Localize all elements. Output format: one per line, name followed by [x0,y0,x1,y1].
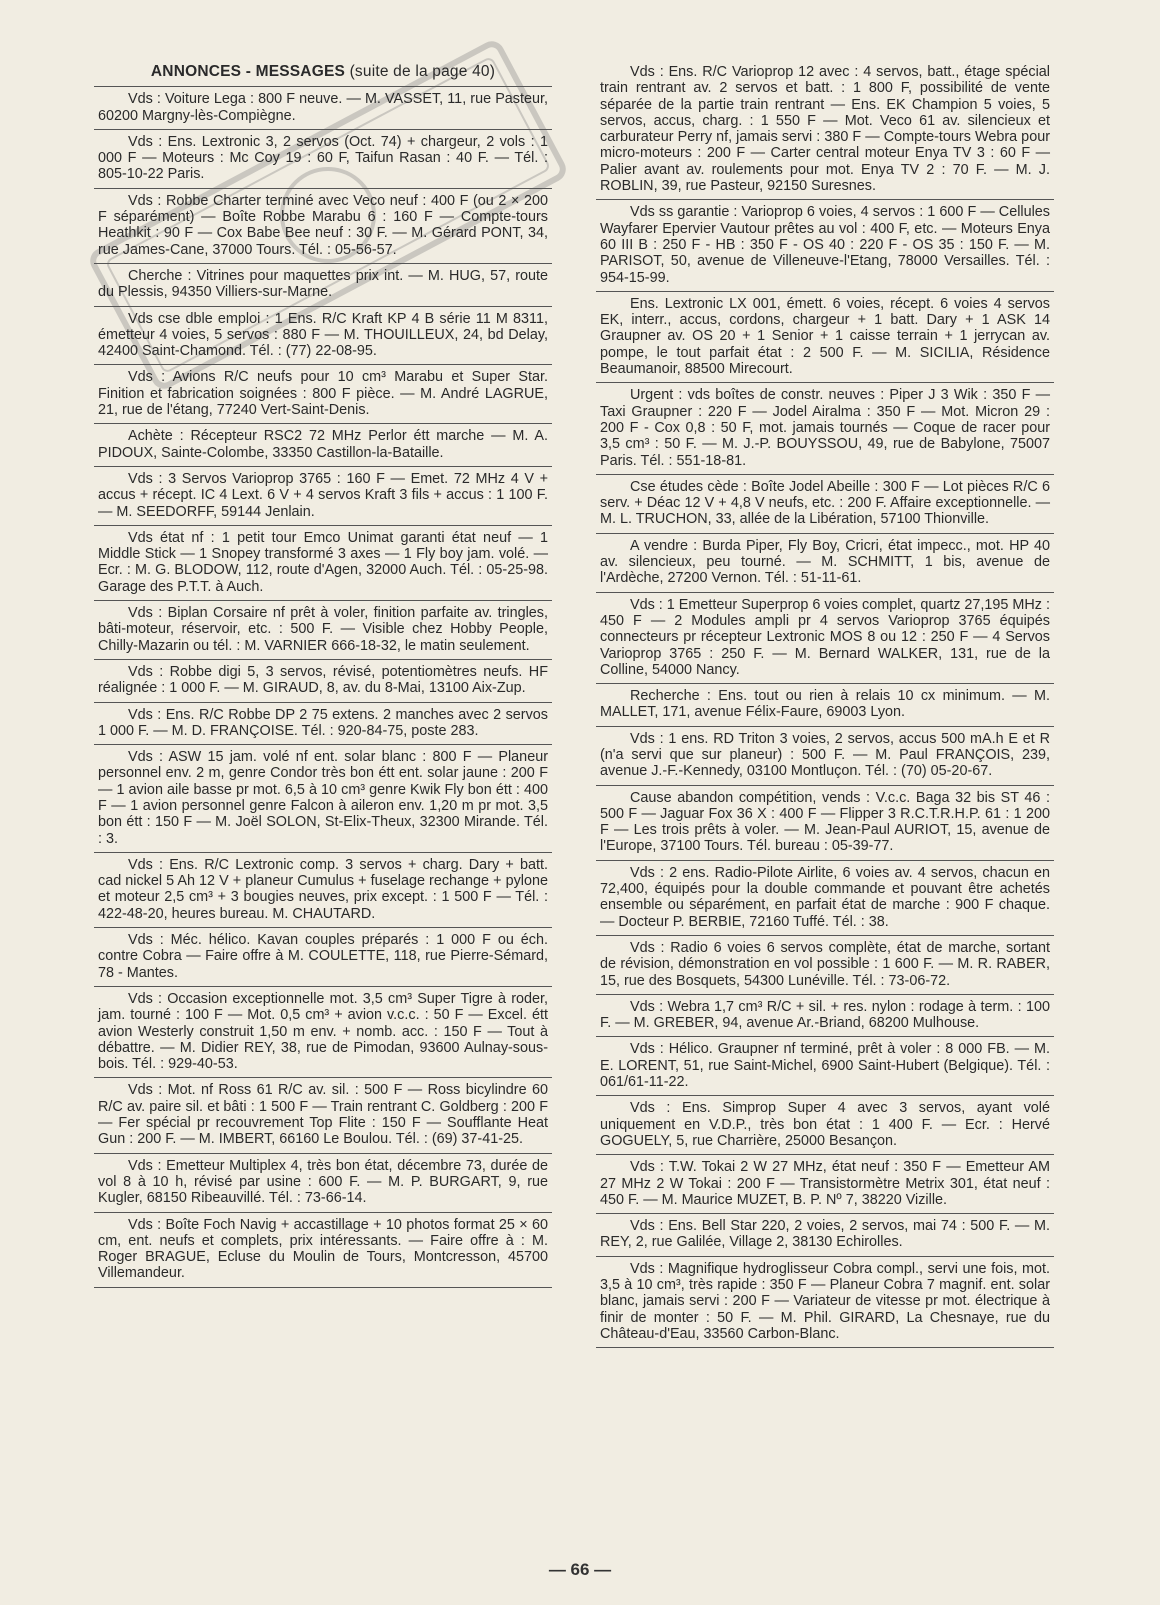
classified-ad: Recherche : Ens. tout ou rien à relais 10 cx minimum. — M. MALLET, 171, avenue Félix-Faure, 69003 Lyon. [596,684,1054,727]
classified-ad: Vds : Ens. R/C Lextronic comp. 3 servos + charg. Dary + batt. cad nickel 5 Ah 12 V + planeur Cumulus + fuselage rechange + pylone et moteur 2,5 cm³ + 3 bougies neuves, prix except. : 1 500 F — Tél. : 422-48-20, heures bureau. M. CHAUTARD. [94,853,552,928]
left-column [94,60,552,1288]
section-title: ANNONCES - MESSAGES [150,63,346,80]
classified-ad: Vds : Ens. R/C Varioprop 12 avec : 4 servos, batt., étage spécial train rentrant av. 2 servos et batt. : 1 800 F, possibilité de vente séparée de la partie train rentrant — Ens. EK Champion 5 voies, 5 servos, accus, charg. : 1 550 F — Mot. Veco 61 av. silencieux et carburateur Perry nf, jamais servi : 380 F — Compte-tours Webra pour micro-moteurs : 200 F — Carter central moteur Enya TV 3 : 60 F — Palier avant av. roulements pour mot. Enya TV 2 : 70 F. — M. J. ROBLIN, 39, rue Pasteur, 92150 Suresnes. [596,60,1054,200]
classified-ad: Vds : Ens. R/C Robbe DP 2 75 extens. 2 manches avec 2 servos 1 000 F. — M. D. FRANÇOISE. Tél. : 920-84-75, poste 283. [94,703,552,746]
classified-ad: Vds : Webra 1,7 cm³ R/C + sil. + res. nylon : rodage à term. : 100 F. — M. GREBER, 94, avenue Ar.-Briand, 68200 Mulhouse. [596,995,1054,1038]
classified-ad: Vds : Mot. nf Ross 61 R/C av. sil. : 500 F — Ross bicylindre 60 R/C av. paire sil. et bâti : 1 500 F — Train rentrant C. Goldberg : 200 F — Fer spécial pr recouvrement Top Flite : 150 F — Soufflante Heat Gun : 200 F. — M. IMBERT, 66160 Le Boulou. Tél. : (69) 37-41-25. [94,1078,552,1153]
classified-ad: Vds : 3 Servos Varioprop 3765 : 160 F — Emet. 72 MHz 4 V + accus + récept. IC 4 Lext. 6 V + 4 servos Kraft 3 fils + accus : 1 100 F. — M. SEEDORFF, 59144 Jenlain. [94,467,552,526]
classified-ad: Cse études cède : Boîte Jodel Abeille : 300 F — Lot pièces R/C 6 serv. + Déac 12 V + 4,8 V neufs, etc. : 200 F. Affaire exceptionnelle. — M. L. TRUCHON, 33, allée de la Libération, 57100 Thionville. [596,475,1054,534]
classified-ad: Vds : 2 ens. Radio-Pilote Airlite, 6 voies av. 4 servos, chacun en 72,400, équipés pour la double commande et pouvant être achetés ensemble ou séparément, en parfait état de marche : 900 F chaque. — Docteur P. BERBIE, 72160 Tuffé. Tél. : 38. [596,861,1054,936]
classified-ad: Cause abandon compétition, vends : V.c.c. Baga 32 bis ST 46 : 500 F — Jaguar Fox 36 X : 400 F — Flipper 3 R.C.T.R.H.P. 61 : 1 200 F — Les trois prêts à voler. — M. Jean-Paul AURIOT, 15, avenue de l'Europe, 37100 Tours. Tél. bureau : 05-39-77. [596,786,1054,861]
classified-ad: Vds : Boîte Foch Navig + accastillage + 10 photos format 25 × 60 cm, ent. neufs et complets, prix intéressants. — Faire offre à : M. Roger BRAGUE, Ecluse du Moulin de Tours, Montcresson, 45700 Villemandeur. [94,1213,552,1288]
classified-ad: A vendre : Burda Piper, Fly Boy, Cricri, état impecc., mot. HP 40 av. silencieux, peu tourné. — M. SCHMITT, 1 bis, avenue de l'Ardèche, 27200 Vernon. Tél. : 51-11-61. [596,534,1054,593]
classified-ad: Vds : Méc. hélico. Kavan couples préparés : 1 000 F ou éch. contre Cobra — Faire offre à M. COULETTE, 118, rue Pierre-Sémard, 78 - Mantes. [94,928,552,987]
classified-ad: Urgent : vds boîtes de constr. neuves : Piper J 3 Wik : 350 F — Taxi Graupner : 220 F — Jodel Airalma : 350 F — Mot. Micron 29 : 200 F - Cox 0,8 : 50 F, mot. jamais tournés — Coque de racer pour 3,5 cm³ : 50 F. — M. J.-P. BOUYSSOU, 49, rue de Babylone, 75007 Paris. Tél. : 551-18-81. [596,383,1054,474]
section-header [94,60,552,87]
classified-ad: Vds : Robbe digi 5, 3 servos, révisé, potentiomètres neufs. HF réalignée : 1 000 F. — M. GIRAUD, 8, av. du 8-Mai, 13100 Aix-Zup. [94,660,552,703]
classified-ad: Vds : 1 ens. RD Triton 3 voies, 2 servos, accus 500 mA.h E et R (n'a servi que sur planeur) : 500 F. — M. Paul FRANÇOIS, 239, avenue J.-F.-Kennedy, 03100 Montluçon. Tél. : (70) 05-20-67. [596,727,1054,786]
page-number: — 66 — [548,1560,612,1579]
classified-ad: Vds ss garantie : Varioprop 6 voies, 4 servos : 1 600 F — Cellules Wayfarer Epervier Vautour prêtes au vol : 400 F, etc. — Moteurs Enya 60 III B : 250 F - HB : 350 F - OS 40 : 220 F - OS 35 : 150 F. — M. PARISOT, 50, avenue de Villeneuve-l'Etang, 78000 Versailles. Tél. : 954-15-99. [596,200,1054,291]
right-column [596,60,1054,1348]
classified-ad: Vds : Hélico. Graupner nf terminé, prêt à voler : 8 000 FB. — M. E. LORENT, 51, rue Saint-Michel, 6900 Saint-Hubert (Belgique). Tél. : 061/61-11-22. [596,1037,1054,1096]
classified-ad: Achète : Récepteur RSC2 72 MHz Perlor étt marche — M. A. PIDOUX, Sainte-Colombe, 33350 Castillon-la-Bataille. [94,424,552,467]
classified-ad: Vds : Robbe Charter terminé avec Veco neuf : 400 F (ou 2 × 200 F séparément) — Boîte Robbe Marabu 6 : 160 F — Compte-tours Heathkit : 90 F — Cox Babe Bee neuf : 30 F. — M. Gérard PONT, 34, rue James-Cane, 37000 Tours. Tél. : 05-56-57. [94,189,552,264]
classified-ad: Vds : Emetteur Multiplex 4, très bon état, décembre 73, durée de vol 8 à 10 h, révisé par usine : 600 F. — M. P. BURGART, 9, rue Kugler, 68150 Ribeauvillé. Tél. : 73-66-14. [94,1154,552,1213]
classified-ad: Cherche : Vitrines pour maquettes prix int. — M. HUG, 57, route du Plessis, 94350 Villiers-sur-Marne. [94,264,552,307]
right-ads-list [596,60,1054,1348]
section-continuation: (suite de la page 40) [349,63,496,80]
classified-ad: Ens. Lextronic LX 001, émett. 6 voies, récept. 6 voies 4 servos EK, interr., accus, cordons, chargeur + 1 batt. Dary + 1 ASK 14 Graupner av. OS 20 + 1 Senior + 1 caisse terrain + 1 jerrycan av. pompe, le tout parfait état : 2 500 F. — M. SICILIA, Résidence Beaumanoir, 88500 Mirecourt. [596,292,1054,383]
classified-ad: Vds état nf : 1 petit tour Emco Unimat garanti état neuf — 1 Middle Stick — 1 Snopey transformé 3 axes — 1 Fly boy jam. volé. — Ecr. : M. G. BLODOW, 112, route d'Agen, 32000 Auch. Tél. : 05-25-98. Garage des P.T.T. à Auch. [94,526,552,601]
classified-ad: Vds : Occasion exceptionnelle mot. 3,5 cm³ Super Tigre à roder, jam. tourné : 100 F — Mot. 0,5 cm³ + avion v.c.c. : 50 F — Excel. étt avion Westerly construit 1,50 m env. + nomb. acc. : 150 F — Tout à débattre. — M. Didier REY, 38, rue de Pimodan, 93600 Aulnay-sous-bois. Tél. : 929-40-53. [94,987,552,1078]
classified-ad: Vds : 1 Emetteur Superprop 6 voies complet, quartz 27,195 MHz : 450 F — 2 Modules ampli pr 4 servos Varioprop 3765 équipés connecteurs pr récepteur Lextronic MOS 8 ou 12 : 250 F — 4 Servos Varioprop 3765 : 250 F. — M. Bernard WALKER, 131, rue de la Colline, 54000 Nancy. [596,593,1054,684]
classified-ad: Vds : Voiture Lega : 800 F neuve. — M. VASSET, 11, rue Pasteur, 60200 Margny-lès-Compiègne. [94,87,552,130]
classified-ad: Vds : Avions R/C neufs pour 10 cm³ Marabu et Super Star. Finition et fabrication soignées : 800 F pièce. — M. André LAGRUE, 21, rue de l'étang, 77240 Vert-Saint-Denis. [94,365,552,424]
classified-ad: Vds : Ens. Bell Star 220, 2 voies, 2 servos, mai 74 : 500 F. — M. REY, 2, rue Galilée, Village 2, 38130 Echirolles. [596,1214,1054,1257]
classified-ad: Vds cse dble emploi : 1 Ens. R/C Kraft KP 4 B série 11 M 8311, émetteur 4 voies, 5 servos : 880 F — M. THOUILLEUX, 24, bd Delay, 42400 Saint-Chamond. Tél. : (77) 22-08-95. [94,307,552,366]
classified-ad: Vds : T.W. Tokai 2 W 27 MHz, état neuf : 350 F — Emetteur AM 27 MHz 2 W Tokai : 200 F — Transistormètre Metrix 301, état neuf : 450 F. — M. Maurice MUZET, B. P. Nº 7, 38220 Vizille. [596,1155,1054,1214]
classified-ad: Vds : Magnifique hydroglisseur Cobra compl., servi une fois, mot. 3,5 à 10 cm³, très rapide : 350 F — Planeur Cobra 7 magnif. ent. solar blanc, jamais servi : 200 F — Variateur de vitesse pr mot. électrique à finir de monter : 50 F. — M. Phil. GIRARD, La Chesnaye, rue du Château-d'Eau, 33560 Carbon-Blanc. [596,1257,1054,1348]
classified-ad: Vds : Ens. Simprop Super 4 avec 3 servos, ayant volé uniquement en V.D.P., très bon état : 1 400 F. — Ecr. : Hervé GOGUELY, 5, rue Charrière, 25000 Besançon. [596,1096,1054,1155]
left-ads-list [94,87,552,1287]
classified-ad: Vds : Ens. Lextronic 3, 2 servos (Oct. 74) + chargeur, 2 vols : 1 000 F — Moteurs : Mc Coy 19 : 60 F, Taifun Rasan : 40 F. — Tél. : 805-10-22 Paris. [94,130,552,189]
classified-ad: Vds : Biplan Corsaire nf prêt à voler, finition parfaite av. tringles, bâti-moteur, réservoir, etc. : 500 F. — Visible chez Hobby People, Chilly-Mazarin ou tél. : M. VARNIER 666-18-32, le matin seulement. [94,601,552,660]
classified-ad: Vds : Radio 6 voies 6 servos complète, état de marche, sortant de révision, démonstration en vol possible : 1 600 F. — M. R. RABER, 15, rue des Bosquets, 54300 Lunéville. Tél. : 73-06-72. [596,936,1054,995]
classified-ad: Vds : ASW 15 jam. volé nf ent. solar blanc : 800 F — Planeur personnel env. 2 m, genre Condor très bon étt ent. solar jaune : 200 F — 1 avion aile basse pr mot. 6,5 à 10 cm³ genre Kwik Fly bon étt : 400 F — 1 avion personnel genre Falcon à aileron env. 1,20 m pr mot. 3,5 bon étt : 150 F — M. Joël SOLON, St-Elix-Theux, 32300 Mirande. Tél. : 3. [94,745,552,853]
